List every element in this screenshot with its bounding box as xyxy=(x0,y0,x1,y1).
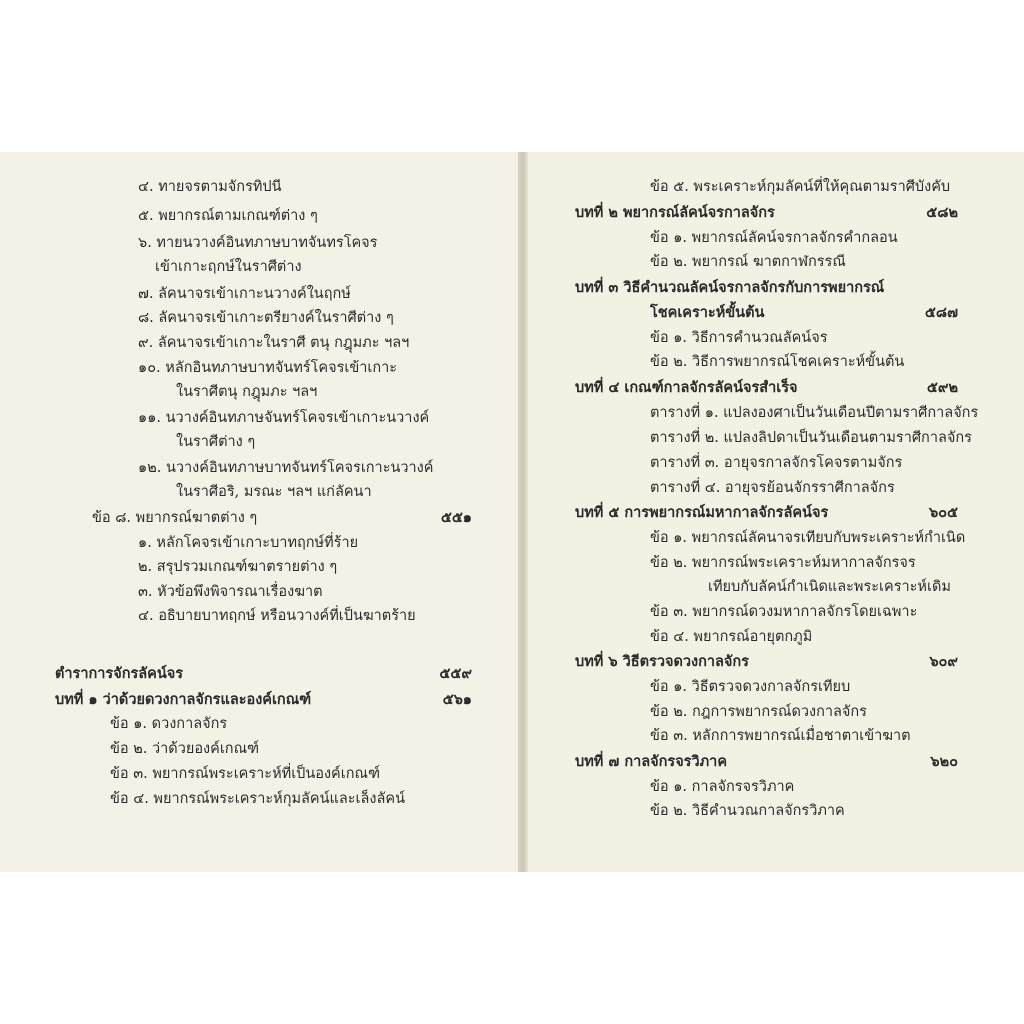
toc-entry: ๓. หัวข้อพึงพิจารณาเรื่องฆาต xyxy=(138,584,323,600)
toc-entry: ๒. สรุปรวมเกณฑ์ฆาตรายต่าง ๆ xyxy=(138,559,338,575)
toc-entry: ข้อ ๑. วิธีการคำนวณลัคน์จร xyxy=(650,330,828,346)
toc-entry: ข้อ ๒. พยากรณ์พระเคราะห์มหากาลจักรจร xyxy=(650,555,916,571)
toc-entry: ๕. พยากรณ์ตามเกณฑ์ต่าง ๆ xyxy=(138,208,318,224)
toc-entry: บทที่ ๓ วิธีคำนวณลัคน์จรกาลจักรกับการพยากรณ์ xyxy=(575,279,885,296)
toc-entry: ๗. ลัคนาจรเข้าเกาะนวางค์ในฤกษ์ xyxy=(138,286,351,302)
toc-entry: ข้อ ๒. พยากรณ์ ฆาตกาฬกรรณี xyxy=(650,254,846,270)
toc-entry: บทที่ ๖ วิธีตรวจดวงกาลจักร xyxy=(575,653,749,670)
toc-entry: บทที่ ๔ เกณฑ์กาลจักรลัคน์จรสำเร็จ xyxy=(575,379,798,396)
toc-page-number: ๕๕๙ xyxy=(439,665,472,682)
toc-entry: ตำราการจักรลัคน์จร xyxy=(55,665,184,682)
toc-entry: ข้อ ๔. พยากรณ์พระเคราะห์กุมลัคน์และเล็งลัคน์ xyxy=(110,791,405,807)
toc-entry: บทที่ ๕ การพยากรณ์มหากาลจักรลัคน์จร xyxy=(575,504,829,521)
toc-entry: ข้อ ๕. พระเคราะห์กุมลัคน์ที่ให้คุณตามราศีบังคับ xyxy=(650,179,951,195)
toc-entry: ข้อ ๑. ดวงกาลจักร xyxy=(110,716,228,732)
toc-entry: ๔. อธิบายบาทฤกษ์ หรือนวางค์ที่เป็นฆาตร้าย xyxy=(138,608,416,624)
toc-entry: ในราศีตนุ กฎุมภะ ฯลฯ xyxy=(176,384,318,400)
toc-entry: ตารางที่ ๒. แปลงลิปดาเป็นวันเดือนตามราศีกาลจักร xyxy=(650,430,972,446)
toc-entry: ตารางที่ ๑. แปลงองศาเป็นวันเดือนปีตามราศีกาลจักร xyxy=(650,405,979,421)
book-gutter xyxy=(518,152,528,872)
toc-entry: บทที่ ๑ ว่าด้วยดวงกาลจักรและองค์เกณฑ์ xyxy=(55,691,312,708)
toc-entry: ข้อ ๘. พยากรณ์ฆาตต่าง ๆ xyxy=(92,510,258,526)
toc-page-number: ๕๕๑ xyxy=(440,509,472,526)
toc-entry: ข้อ ๒. ว่าด้วยองค์เกณฑ์ xyxy=(110,741,260,757)
toc-entry: เทียบกับลัคน์กำเนิดและพระเคราะห์เดิม xyxy=(708,579,951,595)
toc-entry: ๑๒. นวางค์อินทภาษบาทจันทร์โคจรเกาะนวางค์ xyxy=(138,460,434,476)
toc-entry: ๔. ทายจรตามจักรทิปนี xyxy=(138,179,282,195)
toc-entry: ข้อ ๑. กาลจักรจรวิภาค xyxy=(650,779,795,795)
toc-entry: ข้อ ๔. พยากรณ์อายุตกภูมิ xyxy=(650,629,813,645)
toc-entry: บทที่ ๗ กาลจักรจรวิภาค xyxy=(575,753,728,770)
toc-entry: ข้อ ๒. กฎการพยากรณ์ดวงกาลจักร xyxy=(650,704,867,720)
toc-entry: ตารางที่ ๔. อายุจรย้อนจักรราศีกาลจักร xyxy=(650,480,895,496)
toc-page-number: ๖๒๐ xyxy=(930,753,958,770)
toc-entry: ข้อ ๑. วิธีตรวจดวงกาลจักรเทียบ xyxy=(650,679,851,695)
toc-entry: ข้อ ๒. วิธีคำนวณกาลจักรวิภาค xyxy=(650,803,845,819)
toc-entry: ตารางที่ ๓. อายุจรกาลจักรโคจรตามจักร xyxy=(650,455,903,471)
toc-entry: ๑๑. นวางค์อินทภาษจันทร์โคจรเข้าเกาะนวางค์ xyxy=(138,410,430,426)
toc-entry: ๖. ทายนวางค์อินทภาษบาทจันทรโคจร xyxy=(138,235,378,251)
toc-entry: ข้อ ๓. พยากรณ์พระเคราะห์ที่เป็นองค์เกณฑ์ xyxy=(110,766,380,782)
toc-page-number: ๕๖๑ xyxy=(442,691,472,708)
toc-entry: ในราศีต่าง ๆ xyxy=(176,434,256,450)
toc-entry: ข้อ ๒. วิธีการพยากรณ์โชคเคราะห์ขั้นต้น xyxy=(650,354,905,370)
toc-entry: ๘. ลัคนาจรเข้าเกาะตรียางค์ในราศีต่าง ๆ xyxy=(138,310,394,326)
toc-entry: ข้อ ๓. พยากรณ์ดวงมหากาลจักรโดยเฉพาะ xyxy=(650,604,918,620)
toc-entry: ข้อ ๑. พยากรณ์ลัคนาจรเทียบกับพระเคราะห์กำเนิด xyxy=(650,530,966,546)
toc-entry: บทที่ ๒ พยากรณ์ลัคน์จรกาลจักร xyxy=(575,204,775,221)
toc-page-number: ๕๙๒ xyxy=(926,379,958,396)
toc-entry: เข้าเกาะฤกษ์ในราศีต่าง xyxy=(155,259,302,275)
toc-entry: ในราศีอริ, มรณะ ฯลฯ แก่ลัคนา xyxy=(176,484,372,500)
toc-page-number: ๕๘๗ xyxy=(924,304,958,321)
toc-entry: โชคเคราะห์ขั้นต้น xyxy=(650,304,765,321)
toc-entry: ข้อ ๓. หลักการพยากรณ์เมื่อชาตาเข้าฆาต xyxy=(650,728,911,744)
toc-entry: ๑. หลักโคจรเข้าเกาะบาทฤกษ์ที่ร้าย xyxy=(138,535,359,551)
toc-entry: ข้อ ๑. พยากรณ์ลัคน์จรกาลจักรคำกลอน xyxy=(650,230,898,246)
toc-entry: ๙. ลัคนาจรเข้าเกาะในราศี ตนุ กฎุมภะ ฯลฯ xyxy=(138,335,410,351)
toc-page-number: ๖๐๙ xyxy=(929,653,958,670)
toc-entry: ๑๐. หลักอินทภาษบาทจันทร์โคจรเข้าเกาะ xyxy=(138,360,398,376)
toc-page-number: ๖๐๕ xyxy=(928,504,958,521)
toc-page-number: ๕๘๒ xyxy=(926,204,958,221)
